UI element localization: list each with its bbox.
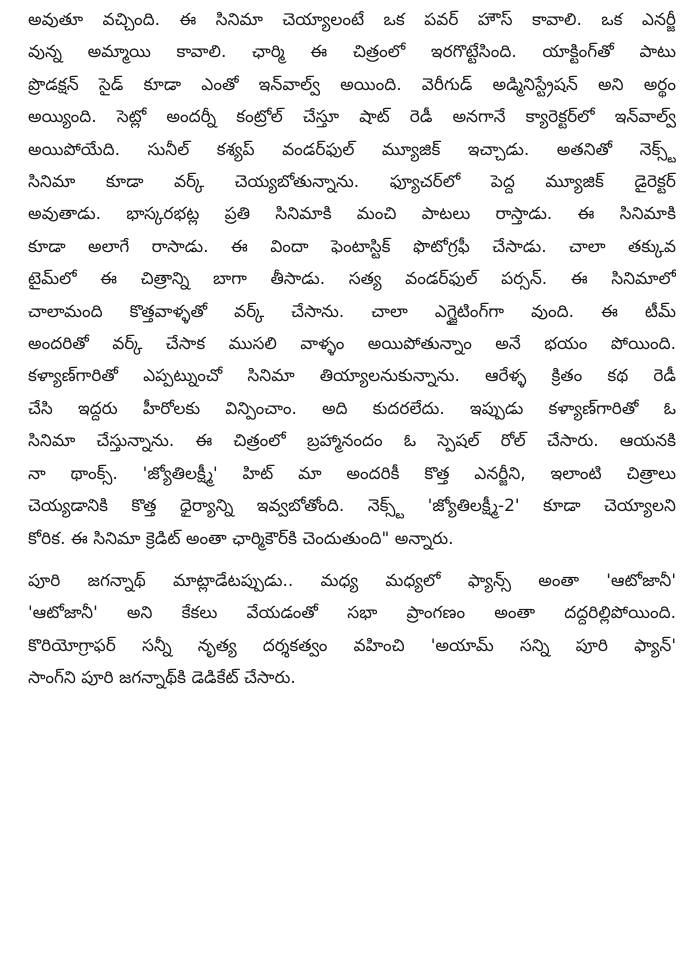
text-line: కళ్యాణ్‌గారితో ఎప్పట్నుంచో సినిమా తియ్యాలనుకున్నాను. ఆరేళ్ళ క్రితం కథ రెడీ <box>28 366 676 387</box>
text-line: చెయ్యడానికి కొత్త ధైర్యాన్ని ఇవ్వబోతోంది. నెక్స్ట్ 'జ్యోతిలక్ష్మీ-2' కూడా చెయ్యాలని <box>28 496 676 517</box>
article-text <box>28 4 676 705</box>
text-line: కోరిక. ఈ సినిమా క్రెడిట్ అంతా ఛార్మికౌర్‌కి చెందుతుంది" అన్నారు. <box>28 528 454 549</box>
text-line: అందరితో వర్క్ చేసాక ముసలి వాళ్ళం అయిపోతున్నాం అనే భయం పోయింది. <box>28 334 676 355</box>
text-line: చేసి ఇద్దరు హీరోలకు విన్పించాం. అది కుదరలేదు. ఇప్పుడు కళ్యాణ్‌గారితో ఓ <box>28 398 676 419</box>
text-line: పూరి జగన్నాథ్ మాట్లాడేటప్పుడు.. మధ్య మధ్యలో ఫ్యాన్స్ అంతా 'ఆటోజానీ' <box>28 570 676 591</box>
text-line: అయిపోయేది. సునీల్ కశ్యప్ వండర్‌ఫుల్ మ్యూజిక్ ఇచ్చాడు. అతనితో నెక్స్ట్ <box>28 139 676 160</box>
text-line: సినిమా చేస్తున్నాను. ఈ చిత్రంలో బ్రహ్మానందం ఓ స్పెషల్ రోల్ చేసారు. ఆయనకి <box>28 431 676 452</box>
text-line: సాంగ్‌ని పూరి జగన్నాథ్‌కి డెడికేట్ చేసారు. <box>28 668 296 689</box>
text-line: అవుతాడు. భాస్కరభట్ల ప్రతి సినిమాకి మంచి పాటలు రాస్తాడు. ఈ సినిమాకి <box>28 204 676 225</box>
text-line: వున్న అమ్మాయి కావాలి. ఛార్మి ఈ చిత్రంలో ఇరగొట్టేసింది. యాక్టింగ్‌తో పాటు <box>28 42 676 63</box>
text-line: 'ఆటోజానీ' అని కేకలు వేయడంతో సభా ప్రాంగణం అంతా దద్దరిల్లిపోయింది. <box>28 603 676 624</box>
text-line: చాలామంది కొత్తవాళ్ళతో వర్క్ చేసాను. చాలా ఎగ్జైటింగ్‌గా వుంది. ఈ టీమ్ <box>28 301 676 322</box>
text-line: అవుతూ వచ్చింది. ఈ సినిమా చెయ్యాలంటే ఒక పవర్ హౌస్ కావాలి. ఒక ఎనర్జీ <box>28 10 676 30</box>
paragraph-2 <box>28 565 676 695</box>
text-line: కూడా అలాగే రాసాడు. ఈ విందా ఫెంటాస్టిక్ ఫొటోగ్రఫీ చేసాడు. చాలా తక్కువ <box>28 236 676 257</box>
text-line: ప్రొడక్షన్ సైడ్ కూడా ఎంతో ఇన్‌వాల్వ్ అయింది. వెరీగుడ్ అడ్మినిస్ట్రేషన్ అని అర్థం <box>28 74 676 95</box>
text-line: అయ్యింది. సెట్లో అందర్నీ కంట్రోల్ చేస్తూ షాట్ రెడీ అనగానే క్యారెక్టర్‌లో ఇన్‌వాల్వ్ <box>28 107 676 128</box>
text-line: నా థాంక్స్. 'జ్యోతిలక్ష్మీ' హిట్ మా అందరికీ కొత్త ఎనర్జీని, ఇలాంటి చిత్రాలు <box>28 463 676 484</box>
text-line: సినిమా కూడా వర్క్ చెయ్యబోతున్నాను. ఫ్యూచర్‌లో పెద్ద మ్యూజిక్ డైరెక్టర్ <box>28 172 676 193</box>
text-line: టైమ్‌లో ఈ చిత్రాన్ని బాగా తీసాడు. సత్య వండర్‌ఫుల్ పర్సన్. ఈ సినిమాలో <box>28 269 676 290</box>
text-line: కొరియోగ్రాఫర్ సన్నీ నృత్య దర్శకత్వం వహించి 'అయామ్ సన్ని పూరి ఫ్యాన్' <box>28 635 676 656</box>
paragraph-1 <box>28 4 676 555</box>
